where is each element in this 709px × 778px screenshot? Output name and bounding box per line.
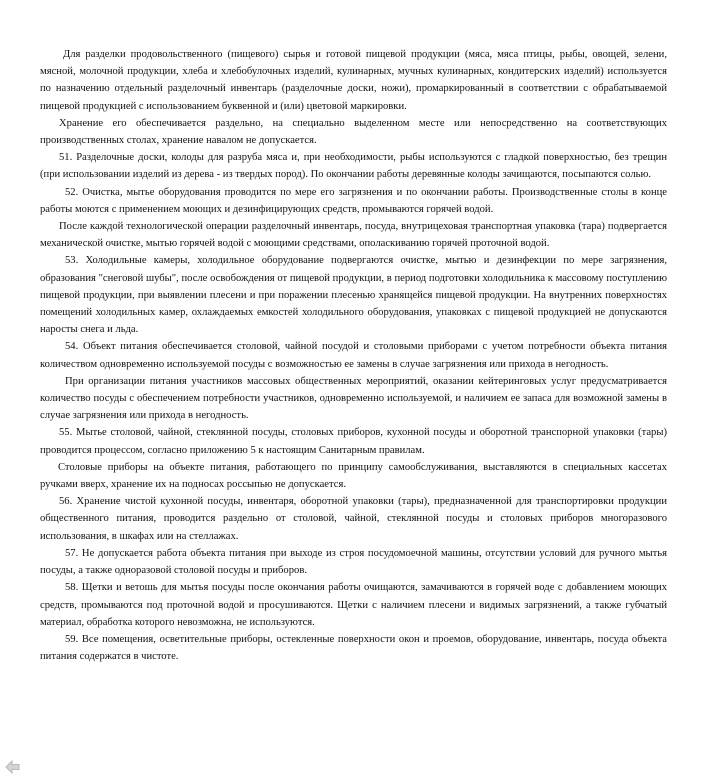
- paragraph-item-52: 52. Очистка, мытье оборудования проводится по мере его загрязнения и по окончании работы. Производственные столы в конце работы моются с применением моющих и дезинфицирующих средств, промываются горячей водой.: [40, 186, 667, 215]
- paragraph-item-51: 51. Разделочные доски, колоды для разруба мяса и, при необходимости, рыбы используются с гладкой поверхностью, без трещин (при использовании изделий из дерева - из твердых пород). По окончании работы деревянные колоды зачищаются, посыпаются солью.: [40, 152, 667, 181]
- back-arrow-icon[interactable]: [4, 760, 20, 774]
- paragraph-item-56: 56. Хранение чистой кухонной посуды, инвентаря, оборотной упаковки (тары), предназначенной для транспортировки продукции общественного питания, проводится раздельно от столовой, чайной, стеклянной посуды и столовых приборов многоразового использования, в шкафах или на стеллажах.: [40, 496, 667, 542]
- paragraph-item-58: 58. Щетки и ветошь для мытья посуды после окончания работы очищаются, замачиваются в горячей воде с добавлением моющих средств, промываются под проточной водой и просушиваются. Щетки с наличием плесени и видимых загрязнений, а также губчатый материал, обработка которого невозможна, не используются.: [40, 582, 667, 628]
- back-arrow-icon-graphic: [4, 760, 20, 774]
- document-body: [40, 46, 667, 665]
- paragraph-after-operation: После каждой технологической операции разделочный инвентарь, посуда, внутрицеховая транспортная упаковка (тара) подвергается механической очистке, мытью горячей водой с моющими средствами, ополаскиванию горячей проточной водой.: [40, 221, 667, 250]
- paragraph-item-55: 55. Мытье столовой, чайной, стеклянной посуды, столовых приборов, кухонной посуды и оборотной транспорной упаковки (тары) проводится процессом, согласно приложению 5 к настоящим Санитарным правилам.: [40, 427, 667, 456]
- paragraph-catering-events: При организации питания участников массовых общественных мероприятий, оказании кейтеринговых услуг предусматривается количество посуды с обеспечением потребности участников, одновременно используемой, и наличием ее запаса для возможной замены в случае загрязнения или прихода в негодность.: [40, 375, 667, 422]
- paragraph-item-53: 53. Холодильные камеры, холодильное оборудование подвергаются очистке, мытью и дезинфекции по мере загрязнения, образования "снеговой шубы", после освобождения от пищевой продукции, в период подготовки холодильника к массовому поступлению пищевой продукции, при выявлении плесени и при поражении плесенью хранящейся пищевой продукции. На внутренних поверхностях помещений холодильных камер, охлаждаемых емкостей холодильного оборудования, упаковках с пищевой продукцией не допускаются наросты снега и льда.: [40, 255, 667, 336]
- paragraph-cutting-inventory: Для разделки продовольственного (пищевого) сырья и готовой пищевой продукции (мяса, мяса птицы, рыбы, овощей, зелени, мясной, молочной продукции, хлеба и хлебобулочных изделий, кулинарных, мучных кулинарных, кондитерских изделий) используется по назначению отдельный разделочный инвентарь (разделочные доски, ножи), промаркированный в соответствии с обрабатываемой пищевой продукцией с использованием буквенной и (или) цветовой маркировки.: [40, 49, 667, 112]
- paragraph-item-54: 54. Объект питания обеспечивается столовой, чайной посудой и столовыми приборами с учетом потребности объекта питания количеством одновременно используемой посуды с возможностью ее замены в случае загрязнения или прихода в негодность.: [40, 341, 667, 370]
- paragraph-item-59: 59. Все помещения, осветительные приборы, остекленные поверхности окон и проемов, оборудование, инвентарь, посуда объекта питания содержатся в чистоте.: [40, 633, 667, 663]
- paragraph-item-57: 57. Не допускается работа объекта питания при выходе из строя посудомоечной машины, отсутствии условий для ручного мытья посуды, а также одноразовой столовой посуды и приборов.: [40, 547, 667, 577]
- paragraph-inventory-storage: Хранение его обеспечивается раздельно, на специально выделенном месте или непосредственно на соответствующих производственных столах, хранение навалом не допускается.: [40, 117, 667, 147]
- paragraph-self-service-cutlery: Столовые приборы на объекте питания, работающего по принципу самообслуживания, выставляются в специальных кассетах ручками вверх, хранение их на подносах россыпью не допускается.: [40, 461, 667, 491]
